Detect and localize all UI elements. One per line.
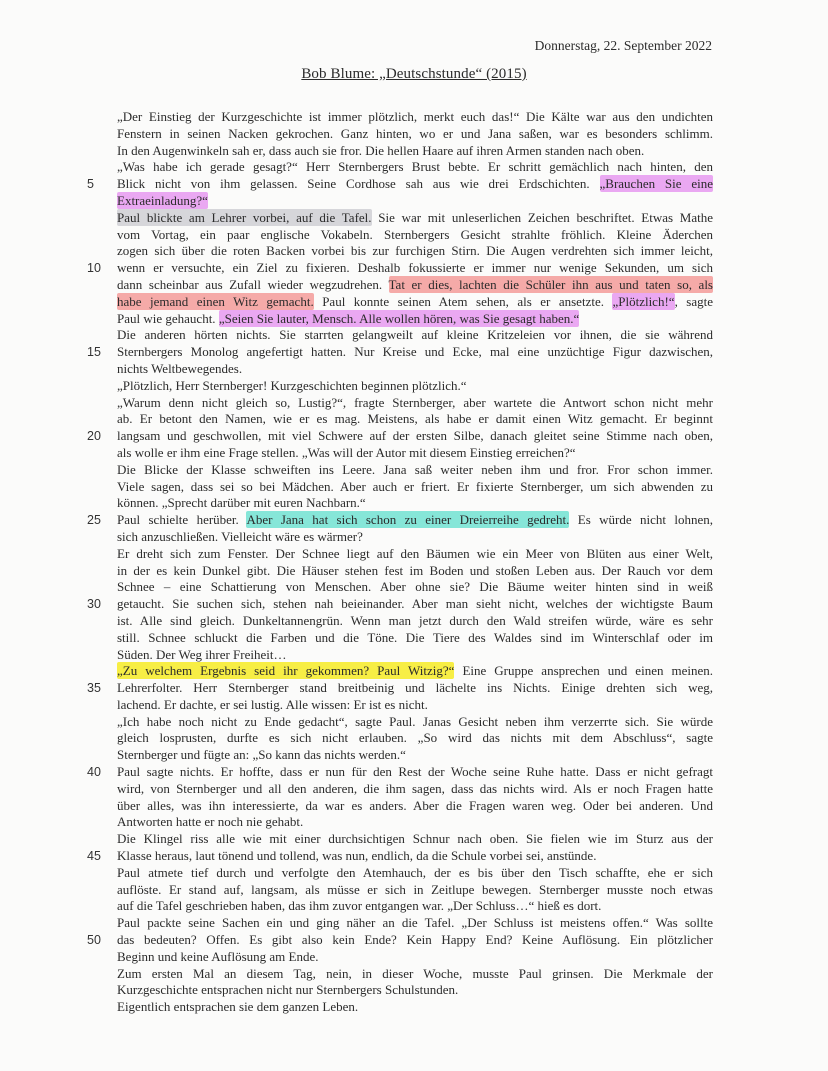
text-segment: in der es kein Dunkel gibt. Die Häuser stehen fest im Boden und stoßen Leben aus. Der Rauch vor dem [117, 562, 713, 578]
text-line [87, 344, 713, 361]
highlighted-text-pink: „Brauchen Sie eine [599, 176, 714, 192]
text-line [87, 596, 713, 613]
line-number: 5 [87, 177, 94, 192]
text-segment: Die Blicke der Klasse schweiften ins Leere. Jana saß weiter neben ihm und fror. Fror schon immer. [117, 461, 713, 477]
text-line [117, 747, 713, 764]
text-segment: Paul sagte nichts. Er hoffte, dass er nun für den Rest der Woche seine Ruhe hatte. Dass er nicht gefragt [117, 764, 713, 780]
text-segment: auflöste. Er stand auf, langsam, als müsse er sich in Zeitlupe bewegen. Sternberger musste noch etwas [117, 881, 713, 897]
text-line [87, 176, 714, 193]
text-segment: In den Augenwinkeln sah er, dass auch sie fror. Die hellen Haare auf ihren Armen standen nach oben. [117, 142, 645, 158]
text-segment: Klasse heraus, laut tönend und tollend, was nun, endlich, da die Schule vorbei sei, anstünde. [117, 848, 597, 864]
text-line [117, 411, 713, 428]
text-line [87, 764, 713, 781]
text-segment: das bedeuten? Offen. Es gibt also kein Ende? Kein Happy End? Keine Auflösung. Ein plötzlicher [117, 932, 713, 948]
text-segment: Eigentlich entsprachen sie dem ganzen Leben. [117, 999, 359, 1015]
text-line [117, 563, 713, 580]
text-line [87, 428, 713, 445]
text-segment: Die anderen hörten nichts. Sie starrten gelangweilt auf kleine Kritzeleien vor ihnen, die sie während [117, 327, 713, 343]
text-line [117, 966, 713, 983]
text-line [117, 882, 713, 899]
text-segment: nichts Weltbewegendes. [117, 360, 243, 376]
text-line [117, 479, 713, 496]
highlighted-text-red: habe jemand einen Witz gemacht. [117, 293, 314, 309]
text-line [117, 999, 713, 1016]
text-segment: Paul schielte herüber. [117, 512, 247, 528]
text-segment: Paul konnte seinen Atem sehen, als er ansetzte. [313, 293, 613, 309]
text-segment: Er dreht sich zum Fenster. Der Schnee liegt auf den Bäumen wie ein Meer von Blüten aus einer Welt, [117, 545, 713, 561]
text-segment: „Ich habe noch nicht zu Ende gedacht“, sagte Paul. Janas Gesicht neben ihm verzerrte sich. Sie würde [117, 713, 713, 729]
text-segment: langsam und geschwollen, mit viel Schwere auf der ersten Silbe, danach gleitet seine Stimme nach oben, [117, 428, 713, 444]
text-segment: lachend. Er dachte, er sei lustig. Alle wissen: Er ist es nicht. [117, 696, 428, 712]
text-segment: Die Klingel riss alle wie mit einer durchsichtigen Schnur nach oben. Sie fielen wie im Sturz aus der [117, 831, 713, 847]
text-line [117, 378, 713, 395]
text-line [117, 579, 713, 596]
text-line [117, 831, 713, 848]
text-line [117, 982, 713, 999]
highlighted-text-pink: „Plötzlich!“ [612, 293, 675, 309]
highlighted-text-red: Tat er dies, lachten die Schüler ihn aus und taten so, als [388, 276, 713, 292]
text-line [117, 193, 713, 210]
text-line [117, 529, 713, 546]
text-segment: ab. Er betont den Namen, wie er es mag. Meistens, als habe er damit einen Witz gemacht. Er beginnt [117, 411, 713, 427]
text-segment: Lehrerfolter. Herr Sternberger stand breitbeinig und lächelte ins Nichts. Einige drehten sich weg, [117, 680, 713, 696]
highlighted-text-gray: Paul blickte am Lehrer vorbei, auf die Tafel. [117, 209, 372, 225]
text-line [117, 159, 713, 176]
line-number: 35 [87, 681, 101, 696]
text-line [117, 277, 713, 294]
text-segment: „Der Einstieg der Kurzgeschichte ist immer plötzlich, merkt euch das!“ Die Kälte war aus den undichten [117, 109, 713, 124]
text-segment: Viele sagen, dass sei so bei Mädchen. Aber auch er friert. Er fixierte Sternberger, um sich abwenden zu [117, 478, 713, 494]
text-segment: vom Vortag, ein paar englische Vokabeln. Sternbergers Gesicht strahlte fröhlich. Kleine Äderchen [117, 226, 713, 242]
line-number: 30 [87, 597, 101, 612]
line-number: 50 [87, 933, 101, 948]
text-line [117, 865, 713, 882]
text-line [117, 126, 713, 143]
document-date: Donnerstag, 22. September 2022 [534, 38, 712, 53]
text-segment: als wolle er ihm eine Frage stellen. „Was will der Autor mit diesem Einstieg erreichen?“ [117, 444, 576, 460]
text-segment: Sie war mit unleserlichen Zeichen beschriftet. Etwas Mathe [371, 209, 713, 225]
text-line [117, 798, 713, 815]
text-segment: Fenstern in seinen Nacken gekrochen. Ganz hinten, wo er und Jana saßen, war es besonders schlimm. [117, 125, 713, 141]
text-line [117, 210, 713, 227]
text-segment: zogen sich über die roten Backen vorbei bis zur furchigen Stirn. Die Augen verdrehten sich immer leicht, [117, 243, 713, 259]
document-title: Bob Blume: „Deutschstunde“ (2015) [301, 66, 527, 82]
text-segment: Süden. Der Weg ihrer Freiheit… [117, 646, 287, 662]
text-line [117, 327, 713, 344]
text-segment: „Plötzlich, Herr Sternberger! Kurzgeschichten beginnen plötzlich.“ [117, 377, 467, 393]
text-segment: wenn er versuchte, ein Ziel zu fixieren. Deshalb fokussierte er immer nur wenige Sekunden, um sich [117, 260, 713, 276]
text-segment: können. „Sprecht darüber mit euren Nachbarn.“ [117, 495, 366, 511]
text-segment: „Was habe ich gerade gesagt?“ Herr Sternbergers Brust bebte. Er schritt gemächlich nach hinten, den [117, 159, 713, 175]
text-line [117, 243, 713, 260]
text-segment: auf die Tafel geschrieben haben, das ihm zuvor entgangen war. „Der Schluss…“ hieß es dort. [117, 898, 602, 914]
text-line [117, 294, 713, 311]
text-line [117, 697, 713, 714]
text-segment: „Warum denn nicht gleich so, Lustig?“, fragte Sternberger, aber wartete die Antwort schon nicht mehr [117, 394, 713, 410]
highlighted-text-yellow: „Zu welchem Ergebnis seid ihr gekommen? Paul Witzig?“ [117, 663, 455, 679]
text-line [87, 848, 713, 865]
text-segment: getaucht. Sie suchen sich, stehen nah beieinander. Aber man sieht nicht, welches der wichtigste Baum [117, 596, 713, 612]
text-line [87, 680, 713, 697]
text-line [117, 663, 713, 680]
text-line [117, 915, 713, 932]
text-line [117, 109, 713, 126]
text-line [117, 647, 713, 664]
text-segment: Blick nicht von ihm gelassen. Seine Cordhose sah aus wie drei Erdschichten. [117, 176, 600, 192]
text-line [117, 630, 713, 647]
text-segment: Beginn und keine Auflösung am Ende. [117, 948, 319, 964]
text-segment: sich anzuschließen. Vielleicht wäre es wärmer? [117, 528, 363, 544]
text-line [117, 814, 713, 831]
text-segment: über alles, was ihn interessierte, da war es anders. Aber die Fragen waren weg. Oder bei anderen. Und [117, 797, 713, 813]
text-line [117, 781, 713, 798]
text-segment: Paul wie gehaucht. [117, 310, 219, 326]
text-segment: Paul packte seine Sachen ein und ging näher an die Tafel. „Der Schluss ist meistens offen.“ Was sollte [117, 915, 713, 931]
text-line [117, 462, 713, 479]
text-line [117, 311, 713, 328]
text-segment: Antworten hatte er noch nie gehabt. [117, 814, 304, 830]
text-segment: Sternberger und fügte an: „So kann das nichts werden.“ [117, 747, 406, 763]
text-segment: ist. Alle sind gleich. Dunkeltannengrün. Wenn man jetzt durch den Wald streifen würde, wäre es sehr [117, 612, 713, 628]
text-segment: Eine Gruppe ansprechen und einen meinen. [454, 663, 713, 679]
story-text [87, 109, 714, 1016]
text-line [117, 546, 713, 563]
text-segment: still. Schnee schluckt die Farben und die Töne. Die Tiere des Waldes sind im Winterschlaf oder im [117, 629, 713, 645]
text-line [87, 260, 713, 277]
text-line [87, 932, 713, 949]
text-line [117, 361, 713, 378]
text-line [117, 495, 713, 512]
text-line [87, 512, 713, 529]
text-line [117, 143, 713, 160]
highlighted-text-pink: „Seien Sie lauter, Mensch. Alle wollen hören, was Sie gesagt haben.“ [218, 310, 580, 326]
line-number: 25 [87, 513, 101, 528]
text-segment: Zum ersten Mal an diesem Tag, nein, in dieser Woche, musste Paul grinsen. Die Merkmale der [117, 965, 713, 981]
text-segment: Es würde nicht lohnen, [569, 512, 713, 528]
line-number: 10 [87, 261, 101, 276]
line-number: 40 [87, 765, 101, 780]
line-number: 20 [87, 429, 101, 444]
text-line [117, 949, 713, 966]
text-segment: Schnee – eine Schattierung von Menschen. Aber ohne sie? Die Bäume weiter hinten sind in weiß [117, 579, 713, 595]
text-segment: gleich losprusten, durfte es sich nicht erlauben. „So wird das nichts mit dem Abschluss“, sagte [117, 730, 713, 746]
line-number: 15 [87, 345, 101, 360]
text-line [117, 395, 713, 412]
text-line [117, 898, 713, 915]
text-line [117, 227, 713, 244]
highlighted-text-pink: Extraeinladung?“ [117, 192, 208, 208]
text-line [117, 730, 713, 747]
text-segment: Kurzgeschichte entsprachen nicht nur Sternbergers Schulstunden. [117, 982, 459, 998]
line-number: 45 [87, 849, 101, 864]
highlighted-text-teal: Aber Jana hat sich schon zu einer Dreierreihe gedreht. [246, 512, 570, 528]
text-segment: Paul atmete tief durch und verfolgte den Atemhauch, der es bis über den Tisch schaffte, ehe er sich [117, 864, 713, 880]
text-segment: dann scheinbar aus Zufall wieder wegzudrehen. [117, 276, 389, 292]
text-segment: wird, von Sternberger und all den anderen, die ihm sagen, dass das nichts wird. Als er noch Fragen hatte [117, 780, 713, 796]
text-line [117, 445, 713, 462]
text-line [117, 714, 713, 731]
text-segment: Sternbergers Monolog angefertigt hatten. Nur Kreise und Ecke, mal eine unzüchtige Figur dazwischen, [117, 344, 713, 360]
text-line [117, 613, 713, 630]
text-segment: , sagte [674, 293, 714, 309]
